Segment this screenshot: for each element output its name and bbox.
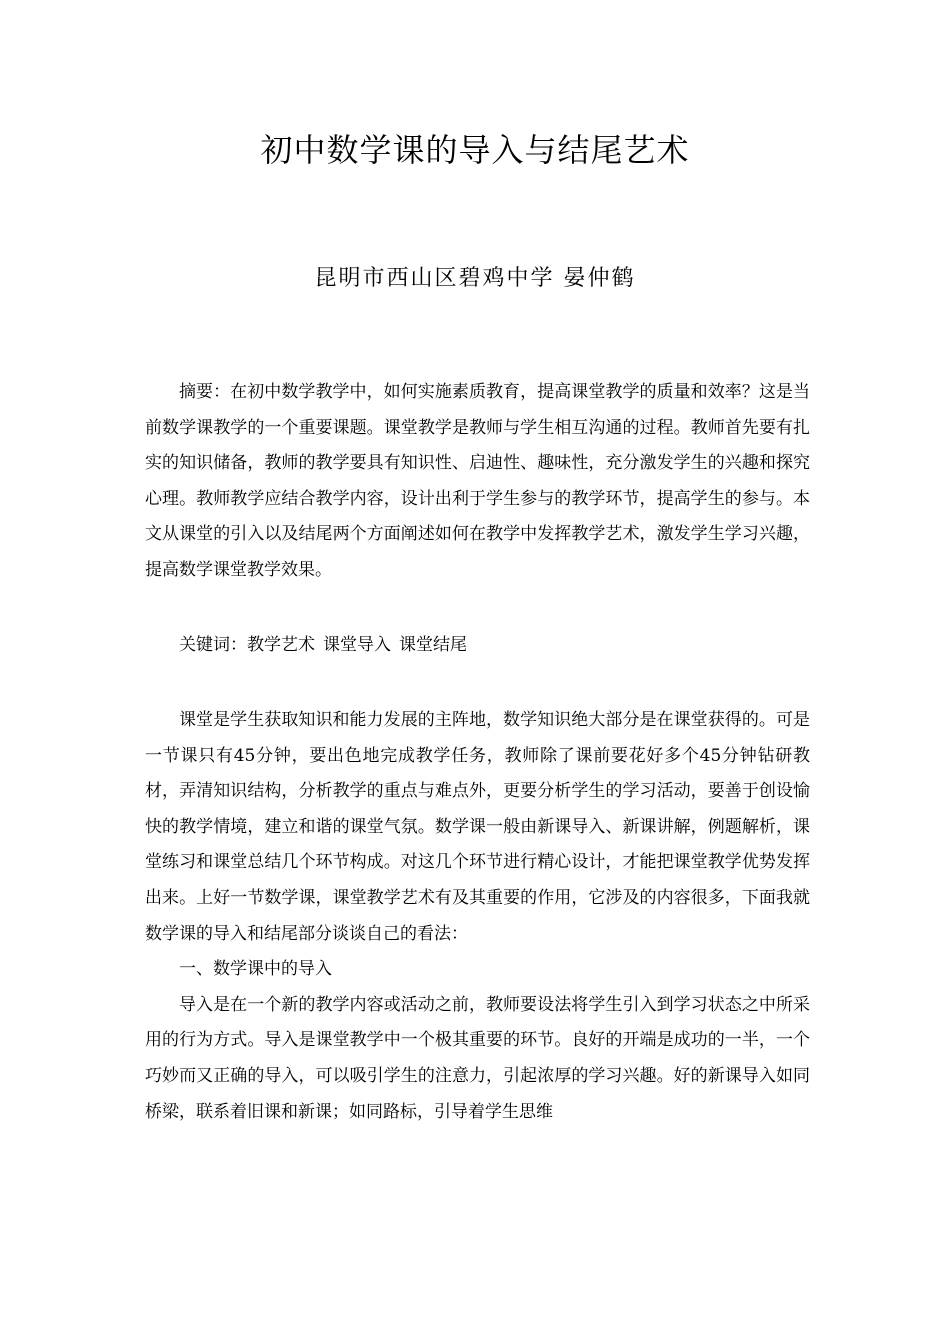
keywords-label: 关键词： xyxy=(179,635,247,655)
section-heading: 一、数学课中的导入 xyxy=(179,959,332,980)
main-body xyxy=(145,703,810,1130)
body-paragraph: 课堂是学生获取知识和能力发展的主阵地，数学知识绝大部分是在课堂获得的。可是一节课只有45分钟，要出色地完成教学任务，教师除了课前要花好多个45分钟钻研教材，弄清知识结构，分析教学的重点与难点外，更要分析学生的学习活动，要善于创设愉快的教学情境，建立和谐的课堂气氛。数学课一般由新课导入、新课讲解，例题解析，课堂练习和课堂总结几个环节构成。对这几个环节进行精心设计，才能把课堂教学优势发挥出来。上好一节数学课，课堂教学艺术有及其重要的作用，它涉及的内容很多，下面我就数学课的导入和结尾部分谈谈自己的看法： xyxy=(145,710,810,944)
abstract-text: 在初中数学教学中，如何实施素质教育，提高课堂教学的质量和效率？这是当前数学课教学的一个重要课题。课堂教学是教师与学生相互沟通的过程。教师首先要有扎实的知识储备，教师的教学要具有知识性、启迪性、趣味性，充分激发学生的兴趣和探究心理。教师教学应结合教学内容，设计出利于学生参与的教学环节，提高学生的参与。本文从课堂的引入以及结尾两个方面阐述如何在教学中发挥教学艺术，激发学生学习兴趣，提高数学课堂教学效果。 xyxy=(145,382,811,580)
keywords-paragraph xyxy=(145,628,810,664)
keyword-item: 教学艺术 xyxy=(247,635,315,655)
document-title: 初中数学课的导入与结尾艺术 xyxy=(260,131,690,169)
author-line: 昆明市西山区碧鸡中学 晏仲鹤 xyxy=(314,266,636,291)
abstract-paragraph xyxy=(145,375,810,589)
keywords-section xyxy=(145,628,810,664)
keyword-item: 课堂导入 xyxy=(323,635,391,655)
body-paragraph: 导入是在一个新的教学内容或活动之前，教师要设法将学生引入到学习状态之中所采用的行为方式。导入是课堂教学中一个极其重要的环节。良好的开端是成功的一半，一个巧妙而又正确的导入，可以吸引学生的注意力，引起浓厚的学习兴趣。好的新课导入如同桥梁，联系着旧课和新课；如同路标，引导着学生思维 xyxy=(145,994,810,1122)
abstract-label: 摘要： xyxy=(179,382,231,402)
keyword-item: 课堂结尾 xyxy=(399,635,467,655)
abstract-section xyxy=(145,375,810,589)
